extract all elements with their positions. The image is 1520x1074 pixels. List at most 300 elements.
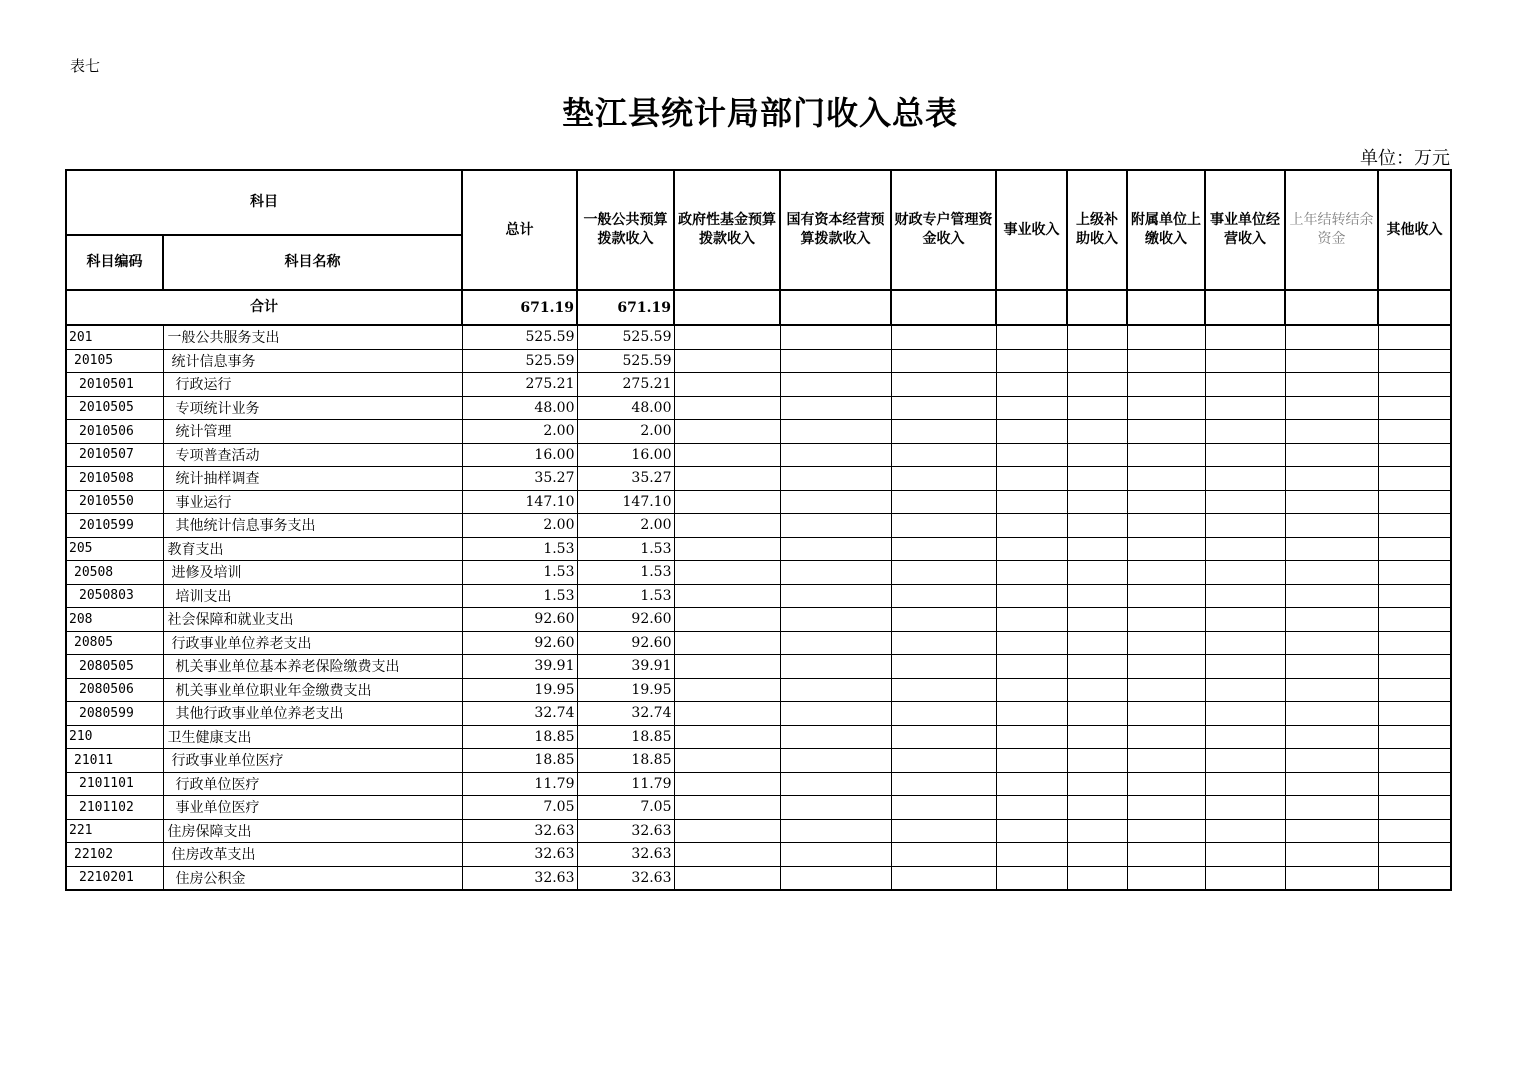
empty-cell — [1378, 537, 1451, 561]
header-superior-subsidy: 上级补助收入 — [1067, 170, 1127, 290]
empty-cell — [1067, 373, 1127, 397]
empty-cell — [780, 443, 891, 467]
empty-cell — [996, 514, 1067, 538]
row-code: 2210201 — [66, 866, 163, 890]
empty-cell — [1378, 420, 1451, 444]
empty-cell — [1067, 325, 1127, 349]
row-total: 147.10 — [462, 490, 577, 514]
table-row — [66, 467, 1451, 491]
empty-cell — [996, 749, 1067, 773]
row-code: 2010550 — [66, 490, 163, 514]
empty-cell — [1378, 514, 1451, 538]
row-general-budget: 32.63 — [577, 843, 674, 867]
row-code: 208 — [66, 608, 163, 632]
empty-cell — [674, 584, 780, 608]
row-code: 201 — [66, 325, 163, 349]
empty-cell — [1127, 443, 1205, 467]
empty-cell — [780, 514, 891, 538]
empty-cell — [996, 843, 1067, 867]
row-general-budget: 11.79 — [577, 772, 674, 796]
row-name: 行政事业单位养老支出 — [163, 631, 462, 655]
empty-cell — [674, 396, 780, 420]
header-business-operation: 事业单位经营收入 — [1205, 170, 1285, 290]
empty-cell — [1205, 584, 1285, 608]
table-row — [66, 819, 1451, 843]
empty-cell — [1067, 631, 1127, 655]
unit-label: 单位：万元 — [1360, 148, 1450, 169]
empty-cell — [1378, 631, 1451, 655]
empty-cell — [1205, 514, 1285, 538]
table-row — [66, 349, 1451, 373]
empty-cell — [891, 772, 996, 796]
empty-cell — [1205, 843, 1285, 867]
row-code: 2050803 — [66, 584, 163, 608]
empty-cell — [996, 373, 1067, 397]
empty-cell — [1205, 420, 1285, 444]
header-fiscal-special: 财政专户管理资金收入 — [891, 170, 996, 290]
empty-cell — [1205, 608, 1285, 632]
row-total: 32.63 — [462, 819, 577, 843]
empty-cell — [891, 349, 996, 373]
income-table — [65, 169, 1452, 891]
row-total: 11.79 — [462, 772, 577, 796]
row-total: 275.21 — [462, 373, 577, 397]
empty-cell — [674, 349, 780, 373]
empty-cell — [1127, 608, 1205, 632]
row-name: 住房保障支出 — [163, 819, 462, 843]
row-name: 统计管理 — [163, 420, 462, 444]
row-total: 1.53 — [462, 537, 577, 561]
empty-cell — [1285, 561, 1378, 585]
table-row — [66, 866, 1451, 890]
total-general-budget: 671.19 — [577, 290, 674, 325]
table-number: 表七 — [70, 57, 101, 75]
row-name: 机关事业单位基本养老保险缴费支出 — [163, 655, 462, 679]
empty-cell — [674, 420, 780, 444]
row-code: 210 — [66, 725, 163, 749]
empty-cell — [674, 514, 780, 538]
row-total: 32.63 — [462, 843, 577, 867]
total-row — [66, 290, 1451, 325]
empty-cell — [1378, 290, 1451, 325]
empty-cell — [1205, 396, 1285, 420]
empty-cell — [674, 490, 780, 514]
empty-cell — [1127, 796, 1205, 820]
empty-cell — [780, 490, 891, 514]
empty-cell — [780, 725, 891, 749]
row-name: 其他统计信息事务支出 — [163, 514, 462, 538]
empty-cell — [891, 725, 996, 749]
empty-cell — [996, 702, 1067, 726]
empty-cell — [1127, 678, 1205, 702]
row-general-budget: 7.05 — [577, 796, 674, 820]
table-row — [66, 678, 1451, 702]
empty-cell — [996, 396, 1067, 420]
empty-cell — [674, 608, 780, 632]
row-name: 专项统计业务 — [163, 396, 462, 420]
row-total: 35.27 — [462, 467, 577, 491]
row-general-budget: 92.60 — [577, 608, 674, 632]
empty-cell — [891, 290, 996, 325]
empty-cell — [1378, 608, 1451, 632]
empty-cell — [1067, 749, 1127, 773]
empty-cell — [891, 584, 996, 608]
row-general-budget: 18.85 — [577, 725, 674, 749]
row-general-budget: 39.91 — [577, 655, 674, 679]
empty-cell — [1127, 725, 1205, 749]
empty-cell — [1285, 349, 1378, 373]
row-general-budget: 19.95 — [577, 678, 674, 702]
empty-cell — [1378, 325, 1451, 349]
row-general-budget: 1.53 — [577, 584, 674, 608]
empty-cell — [1378, 443, 1451, 467]
row-name: 其他行政事业单位养老支出 — [163, 702, 462, 726]
empty-cell — [1285, 749, 1378, 773]
empty-cell — [891, 325, 996, 349]
row-general-budget: 1.53 — [577, 561, 674, 585]
empty-cell — [1378, 561, 1451, 585]
row-code: 20105 — [66, 349, 163, 373]
empty-cell — [996, 631, 1067, 655]
table-row — [66, 772, 1451, 796]
row-total: 1.53 — [462, 584, 577, 608]
empty-cell — [780, 772, 891, 796]
empty-cell — [1127, 866, 1205, 890]
empty-cell — [1127, 584, 1205, 608]
row-code: 2080599 — [66, 702, 163, 726]
empty-cell — [1067, 290, 1127, 325]
empty-cell — [1067, 772, 1127, 796]
row-name: 事业运行 — [163, 490, 462, 514]
row-name: 卫生健康支出 — [163, 725, 462, 749]
empty-cell — [891, 561, 996, 585]
row-general-budget: 32.63 — [577, 819, 674, 843]
row-name: 社会保障和就业支出 — [163, 608, 462, 632]
row-name: 行政单位医疗 — [163, 772, 462, 796]
row-name: 培训支出 — [163, 584, 462, 608]
row-total: 18.85 — [462, 725, 577, 749]
empty-cell — [1205, 561, 1285, 585]
empty-cell — [1378, 490, 1451, 514]
row-general-budget: 2.00 — [577, 420, 674, 444]
empty-cell — [1285, 373, 1378, 397]
row-general-budget: 35.27 — [577, 467, 674, 491]
empty-cell — [1127, 631, 1205, 655]
empty-cell — [1205, 467, 1285, 491]
empty-cell — [1285, 725, 1378, 749]
empty-cell — [996, 537, 1067, 561]
table-body — [66, 290, 1451, 890]
empty-cell — [1378, 467, 1451, 491]
empty-cell — [1285, 772, 1378, 796]
row-code: 205 — [66, 537, 163, 561]
empty-cell — [674, 467, 780, 491]
empty-cell — [1378, 843, 1451, 867]
table-row — [66, 584, 1451, 608]
empty-cell — [1378, 819, 1451, 843]
empty-cell — [891, 678, 996, 702]
empty-cell — [996, 443, 1067, 467]
empty-cell — [1067, 514, 1127, 538]
empty-cell — [1285, 819, 1378, 843]
empty-cell — [1067, 725, 1127, 749]
empty-cell — [1285, 420, 1378, 444]
empty-cell — [891, 420, 996, 444]
empty-cell — [780, 537, 891, 561]
empty-cell — [891, 514, 996, 538]
empty-cell — [891, 443, 996, 467]
empty-cell — [891, 843, 996, 867]
empty-cell — [780, 373, 891, 397]
empty-cell — [1285, 631, 1378, 655]
empty-cell — [891, 866, 996, 890]
empty-cell — [780, 290, 891, 325]
row-name: 专项普查活动 — [163, 443, 462, 467]
row-name: 行政运行 — [163, 373, 462, 397]
empty-cell — [891, 655, 996, 679]
empty-cell — [891, 490, 996, 514]
empty-cell — [1378, 584, 1451, 608]
empty-cell — [1285, 537, 1378, 561]
row-total: 39.91 — [462, 655, 577, 679]
table-row — [66, 749, 1451, 773]
row-total: 48.00 — [462, 396, 577, 420]
empty-cell — [1285, 443, 1378, 467]
empty-cell — [780, 396, 891, 420]
empty-cell — [1378, 796, 1451, 820]
empty-cell — [1378, 866, 1451, 890]
empty-cell — [1205, 655, 1285, 679]
empty-cell — [1205, 749, 1285, 773]
empty-cell — [1067, 866, 1127, 890]
row-total: 525.59 — [462, 349, 577, 373]
empty-cell — [1285, 584, 1378, 608]
row-code: 2010501 — [66, 373, 163, 397]
empty-cell — [1205, 325, 1285, 349]
empty-cell — [780, 819, 891, 843]
empty-cell — [780, 631, 891, 655]
row-code: 2010508 — [66, 467, 163, 491]
empty-cell — [674, 373, 780, 397]
empty-cell — [1285, 608, 1378, 632]
empty-cell — [1205, 678, 1285, 702]
row-name: 机关事业单位职业年金缴费支出 — [163, 678, 462, 702]
empty-cell — [1127, 819, 1205, 843]
table-row — [66, 537, 1451, 561]
header-other: 其他收入 — [1378, 170, 1451, 290]
table-row — [66, 702, 1451, 726]
empty-cell — [1285, 678, 1378, 702]
empty-cell — [674, 725, 780, 749]
empty-cell — [780, 420, 891, 444]
empty-cell — [996, 866, 1067, 890]
empty-cell — [1378, 725, 1451, 749]
header-gov-fund: 政府性基金预算拨款收入 — [674, 170, 780, 290]
row-general-budget: 16.00 — [577, 443, 674, 467]
header-total: 总计 — [462, 170, 577, 290]
empty-cell — [674, 866, 780, 890]
empty-cell — [996, 819, 1067, 843]
empty-cell — [1378, 772, 1451, 796]
empty-cell — [1205, 290, 1285, 325]
empty-cell — [1205, 772, 1285, 796]
header-state-capital: 国有资本经营预算拨款收入 — [780, 170, 891, 290]
table-row — [66, 608, 1451, 632]
empty-cell — [1127, 843, 1205, 867]
table-row — [66, 631, 1451, 655]
empty-cell — [996, 725, 1067, 749]
empty-cell — [996, 467, 1067, 491]
empty-cell — [674, 537, 780, 561]
empty-cell — [996, 608, 1067, 632]
row-total: 1.53 — [462, 561, 577, 585]
empty-cell — [1205, 349, 1285, 373]
empty-cell — [1067, 467, 1127, 491]
empty-cell — [780, 866, 891, 890]
empty-cell — [674, 561, 780, 585]
empty-cell — [780, 608, 891, 632]
table-row — [66, 490, 1451, 514]
empty-cell — [674, 631, 780, 655]
row-total: 2.00 — [462, 420, 577, 444]
empty-cell — [1205, 537, 1285, 561]
row-name: 教育支出 — [163, 537, 462, 561]
empty-cell — [780, 467, 891, 491]
empty-cell — [1067, 584, 1127, 608]
empty-cell — [1205, 702, 1285, 726]
empty-cell — [891, 373, 996, 397]
row-general-budget: 275.21 — [577, 373, 674, 397]
empty-cell — [996, 584, 1067, 608]
empty-cell — [891, 467, 996, 491]
row-general-budget: 32.74 — [577, 702, 674, 726]
row-general-budget: 18.85 — [577, 749, 674, 773]
empty-cell — [996, 420, 1067, 444]
empty-cell — [1127, 655, 1205, 679]
row-total: 32.63 — [462, 866, 577, 890]
table-row — [66, 796, 1451, 820]
row-code: 221 — [66, 819, 163, 843]
empty-cell — [1127, 420, 1205, 444]
row-general-budget: 147.10 — [577, 490, 674, 514]
row-code: 2010505 — [66, 396, 163, 420]
row-total: 18.85 — [462, 749, 577, 773]
table-row — [66, 325, 1451, 349]
header-business-income: 事业收入 — [996, 170, 1067, 290]
header-general-budget: 一般公共预算拨款收入 — [577, 170, 674, 290]
empty-cell — [1067, 655, 1127, 679]
row-general-budget: 525.59 — [577, 325, 674, 349]
empty-cell — [996, 796, 1067, 820]
row-code: 22102 — [66, 843, 163, 867]
empty-cell — [891, 396, 996, 420]
empty-cell — [996, 678, 1067, 702]
row-code: 2101101 — [66, 772, 163, 796]
table-row — [66, 843, 1451, 867]
empty-cell — [674, 772, 780, 796]
empty-cell — [1205, 373, 1285, 397]
empty-cell — [1285, 843, 1378, 867]
empty-cell — [780, 678, 891, 702]
row-code: 2080506 — [66, 678, 163, 702]
empty-cell — [891, 631, 996, 655]
row-total: 92.60 — [462, 608, 577, 632]
empty-cell — [674, 443, 780, 467]
row-general-budget: 32.63 — [577, 866, 674, 890]
empty-cell — [891, 702, 996, 726]
row-code: 20508 — [66, 561, 163, 585]
empty-cell — [1067, 396, 1127, 420]
total-label: 合计 — [66, 290, 462, 325]
row-general-budget: 1.53 — [577, 537, 674, 561]
row-code: 21011 — [66, 749, 163, 773]
empty-cell — [780, 584, 891, 608]
row-total: 7.05 — [462, 796, 577, 820]
row-code: 20805 — [66, 631, 163, 655]
empty-cell — [780, 796, 891, 820]
empty-cell — [1127, 349, 1205, 373]
row-name: 统计信息事务 — [163, 349, 462, 373]
empty-cell — [996, 772, 1067, 796]
empty-cell — [1127, 537, 1205, 561]
empty-cell — [996, 325, 1067, 349]
empty-cell — [674, 749, 780, 773]
empty-cell — [1285, 467, 1378, 491]
empty-cell — [1067, 349, 1127, 373]
empty-cell — [891, 796, 996, 820]
empty-cell — [780, 702, 891, 726]
row-name: 住房改革支出 — [163, 843, 462, 867]
empty-cell — [891, 608, 996, 632]
row-code: 2010507 — [66, 443, 163, 467]
empty-cell — [996, 490, 1067, 514]
row-code: 2101102 — [66, 796, 163, 820]
empty-cell — [996, 655, 1067, 679]
empty-cell — [1285, 796, 1378, 820]
row-general-budget: 92.60 — [577, 631, 674, 655]
empty-cell — [1127, 749, 1205, 773]
empty-cell — [1378, 373, 1451, 397]
table-row — [66, 396, 1451, 420]
empty-cell — [1285, 325, 1378, 349]
empty-cell — [1205, 490, 1285, 514]
empty-cell — [674, 290, 780, 325]
empty-cell — [1067, 702, 1127, 726]
header-affiliated: 附属单位上缴收入 — [1127, 170, 1205, 290]
empty-cell — [674, 796, 780, 820]
empty-cell — [1067, 420, 1127, 444]
empty-cell — [1205, 443, 1285, 467]
empty-cell — [1378, 749, 1451, 773]
empty-cell — [1067, 443, 1127, 467]
empty-cell — [1285, 290, 1378, 325]
row-total: 2.00 — [462, 514, 577, 538]
row-total: 16.00 — [462, 443, 577, 467]
empty-cell — [1285, 396, 1378, 420]
empty-cell — [1067, 490, 1127, 514]
empty-cell — [1127, 561, 1205, 585]
row-name: 事业单位医疗 — [163, 796, 462, 820]
empty-cell — [1067, 843, 1127, 867]
empty-cell — [1067, 608, 1127, 632]
empty-cell — [674, 655, 780, 679]
empty-cell — [1378, 678, 1451, 702]
row-total: 32.74 — [462, 702, 577, 726]
empty-cell — [1127, 772, 1205, 796]
row-general-budget: 525.59 — [577, 349, 674, 373]
table-row — [66, 655, 1451, 679]
row-total: 19.95 — [462, 678, 577, 702]
